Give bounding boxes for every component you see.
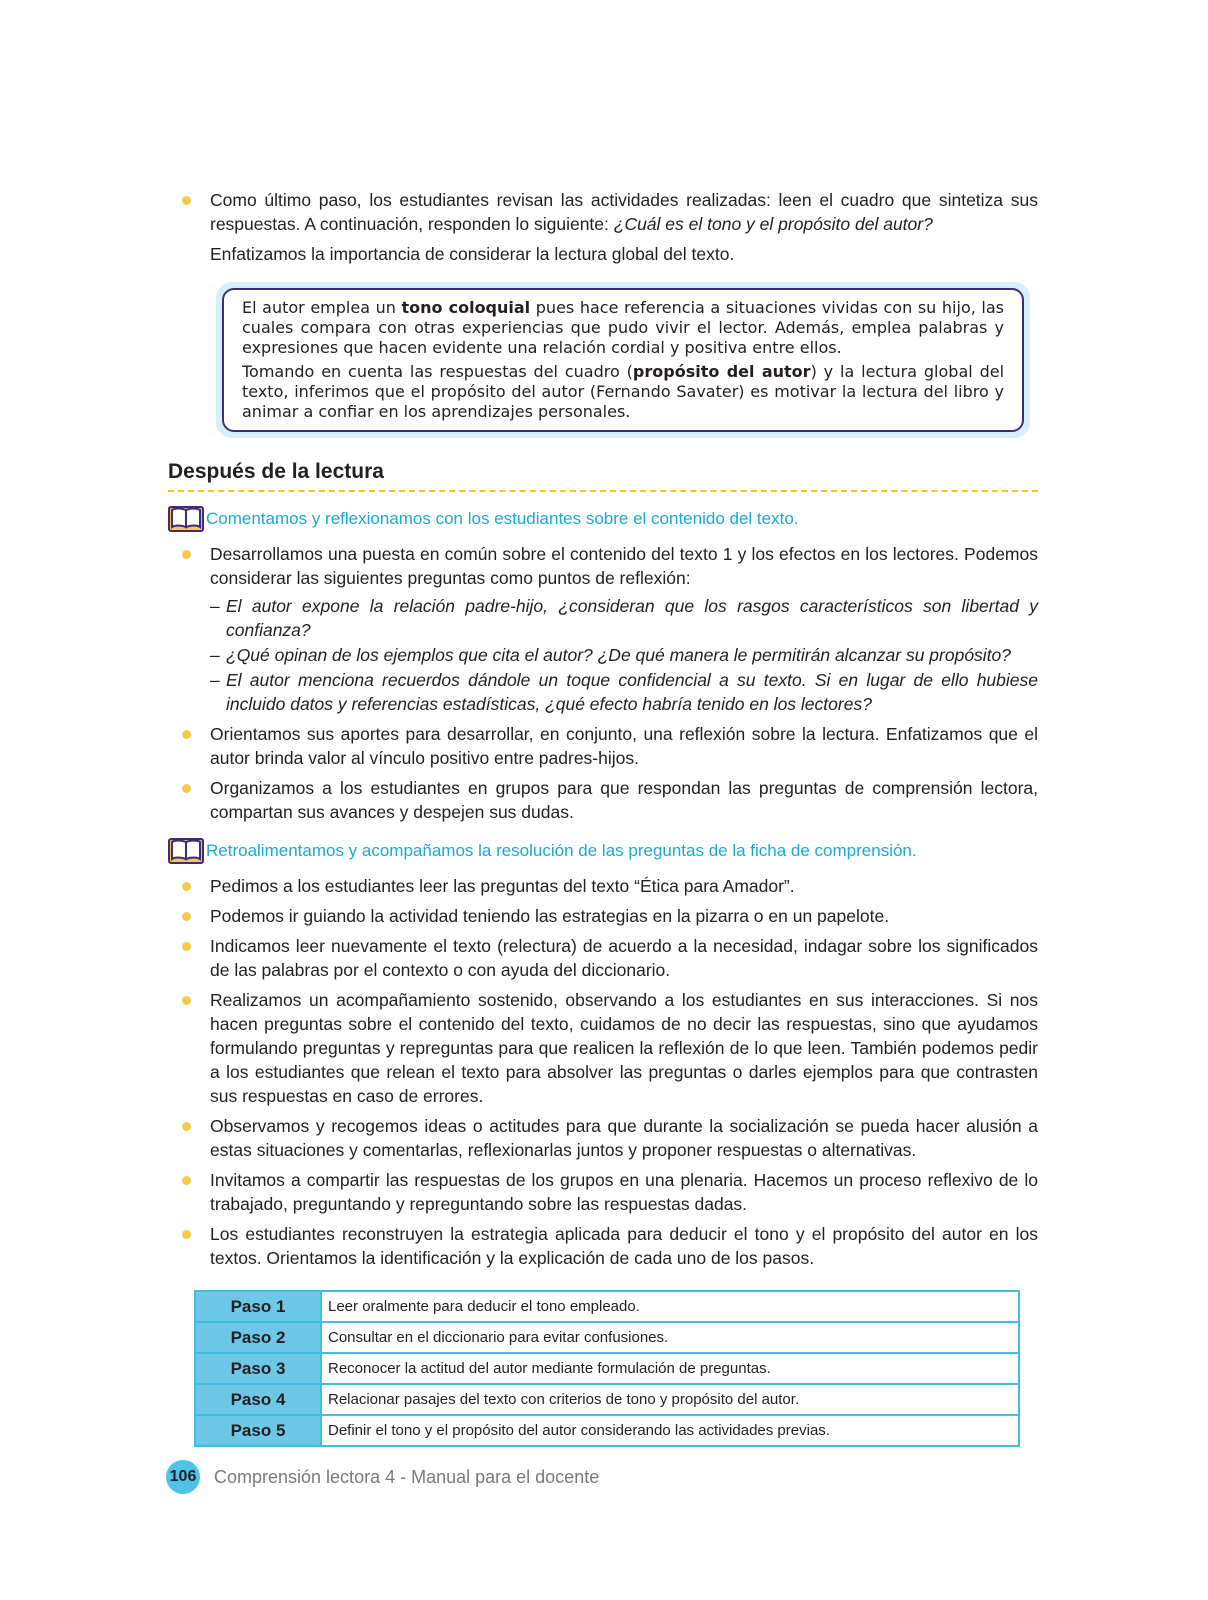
answer-bold: tono coloquial (401, 298, 531, 317)
dash-mark: – (210, 596, 220, 616)
bullet-icon (182, 942, 191, 951)
page-content (168, 188, 1038, 1447)
question-text: ¿Qué opinan de los ejemplos que cita el autor? ¿De qué manera le permitirán alcanzar su propósito? (226, 645, 1012, 665)
step-description: Definir el tono y el propósito del autor considerando las actividades previas. (321, 1415, 1019, 1446)
answer-text: El autor emplea un (242, 298, 402, 317)
question-text: El autor expone la relación padre-hijo, ¿consideran que los rasgos característicos son libertad y confianza? (226, 596, 1038, 640)
subheading-2 (168, 838, 1038, 864)
book-icon (168, 838, 204, 864)
list-item (168, 776, 1038, 824)
list-item-text: Los estudiantes reconstruyen la estrategia aplicada para deducir el tono y el propósito del autor en los textos. Orientamos la identificación y la explicación de cada uno de los pasos. (210, 1224, 1038, 1268)
step-description: Leer oralmente para deducir el tono empleado. (321, 1291, 1019, 1322)
list-item-text: Orientamos sus aportes para desarrollar, en conjunto, una reflexión sobre la lectura. Enfatizamos que el autor brinda valor al vínculo positivo entre padres-hijos. (210, 724, 1038, 768)
section-title: Después de la lectura (168, 460, 1038, 492)
answer-text: ) y la lectura global del texto, inferimos que el propósito del autor (Fernando Savater) es motivar la lectura del libro y animar a confiar en los aprendizajes personales. (242, 362, 1005, 421)
footer-title: Comprensión lectora 4 - Manual para el docente (214, 1466, 600, 1487)
bullet-icon (182, 730, 191, 739)
answer-paragraph-1 (242, 298, 1004, 358)
table-row (195, 1322, 1019, 1353)
list-item (168, 722, 1038, 770)
list-item (168, 1114, 1038, 1162)
bullet-icon (182, 1230, 191, 1239)
intro-question: ¿Cuál es el tono y el propósito del autor? (613, 214, 933, 234)
table-row (195, 1415, 1019, 1446)
bullet-icon (182, 882, 191, 891)
bullet-icon (182, 996, 191, 1005)
feedback-list (168, 874, 1038, 1270)
question-item (210, 643, 1038, 667)
dash-mark: – (210, 645, 220, 665)
bullet-icon (182, 1176, 191, 1185)
table-row (195, 1384, 1019, 1415)
list-item-text: Realizamos un acompañamiento sostenido, observando a los estudiantes en sus interacciones. Si nos hacen preguntas sobre el contenido del texto, cuidamos de no decir las respuestas, sino que ayudamos formulando preguntas y repreguntas para que realicen la reflexión de lo que leen. También podemos pedir a los estudiantes que relean el texto para absolver las preguntas o darles ejemplos para que contrasten sus respuestas en caso de errores. (210, 990, 1038, 1106)
question-text: El autor menciona recuerdos dándole un toque confidencial a su texto. Si en lugar de ello hubiese incluido datos y referencias estadísticas, ¿qué efecto habría tenido en los lectores? (226, 670, 1038, 714)
list-item (168, 904, 1038, 928)
step-label: Paso 5 (195, 1415, 321, 1446)
list-item-text: Pedimos a los estudiantes leer las preguntas del texto “Ética para Amador”. (210, 876, 795, 896)
bullet-icon (182, 550, 191, 559)
answer-text: pues hace referencia a situaciones vividas con su hijo, las cuales compara con otras experiencias que pudo vivir el lector. Además, emplea palabras y expresiones que hacen evidente una relación cordial y positiva entre ellos. (242, 298, 1004, 357)
list-item-text: Invitamos a compartir las respuestas de los grupos en una plenaria. Hacemos un proceso reflexivo de lo trabajado, preguntando y repreguntando sobre las respuestas dadas. (210, 1170, 1038, 1214)
step-description: Relacionar pasajes del texto con criterios de tono y propósito del autor. (321, 1384, 1019, 1415)
step-label: Paso 3 (195, 1353, 321, 1384)
bullet-icon (182, 196, 191, 205)
list-item (168, 188, 1038, 266)
answer-box (222, 288, 1024, 432)
step-label: Paso 2 (195, 1322, 321, 1353)
answer-paragraph-2 (242, 362, 1004, 422)
list-item-text: Indicamos leer nuevamente el texto (relectura) de acuerdo a la necesidad, indagar sobre los significados de las palabras por el contexto o con ayuda del diccionario. (210, 936, 1038, 980)
intro-list (168, 188, 1038, 266)
table-row (195, 1291, 1019, 1322)
intro-text: Como último paso, los estudiantes revisan las actividades realizadas: leen el cuadro que sintetiza sus respuestas. A continuación, responden lo siguiente: (210, 190, 1038, 234)
list-item-text: Observamos y recogemos ideas o actitudes para que durante la socialización se pueda hacer alusión a estas situaciones y comentarlas, reflexionarlas juntos y proponer respuestas o alternativas. (210, 1116, 1038, 1160)
list-item (168, 988, 1038, 1108)
list-item (168, 1168, 1038, 1216)
steps-table (194, 1290, 1020, 1447)
answer-text: Tomando en cuenta las respuestas del cuadro ( (242, 362, 633, 381)
list-item (168, 874, 1038, 898)
bullet-icon (182, 784, 191, 793)
intro-emphasis: Enfatizamos la importancia de considerar la lectura global del texto. (210, 244, 735, 264)
subheading-1 (168, 506, 1038, 532)
bullet-icon (182, 1122, 191, 1131)
list-item-text: Organizamos a los estudiantes en grupos para que respondan las preguntas de comprensión lectora, compartan sus avances y despejen sus dudas. (210, 778, 1038, 822)
book-icon (168, 506, 204, 532)
reflection-list (168, 542, 1038, 824)
question-item (210, 668, 1038, 716)
page-footer (166, 1460, 599, 1494)
question-item (210, 594, 1038, 642)
list-item (168, 1222, 1038, 1270)
bullet-icon (182, 912, 191, 921)
step-label: Paso 4 (195, 1384, 321, 1415)
table-row (195, 1353, 1019, 1384)
answer-box-frame (216, 282, 1030, 438)
dash-mark: – (210, 670, 220, 690)
subheading-text: Retroalimentamos y acompañamos la resolución de las preguntas de la ficha de comprensión. (206, 841, 917, 860)
question-list (210, 594, 1038, 716)
list-item-text: Desarrollamos una puesta en común sobre el contenido del texto 1 y los efectos en los lectores. Podemos considerar las siguientes preguntas como puntos de reflexión: (210, 544, 1038, 588)
list-item (168, 934, 1038, 982)
step-description: Consultar en el diccionario para evitar confusiones. (321, 1322, 1019, 1353)
list-item (168, 542, 1038, 716)
list-item-text: Podemos ir guiando la actividad teniendo las estrategias en la pizarra o en un papelote. (210, 906, 890, 926)
page-number: 106 (166, 1460, 200, 1494)
step-label: Paso 1 (195, 1291, 321, 1322)
subheading-text: Comentamos y reflexionamos con los estudiantes sobre el contenido del texto. (206, 509, 799, 528)
step-description: Reconocer la actitud del autor mediante formulación de preguntas. (321, 1353, 1019, 1384)
answer-bold: propósito del autor (632, 362, 811, 381)
